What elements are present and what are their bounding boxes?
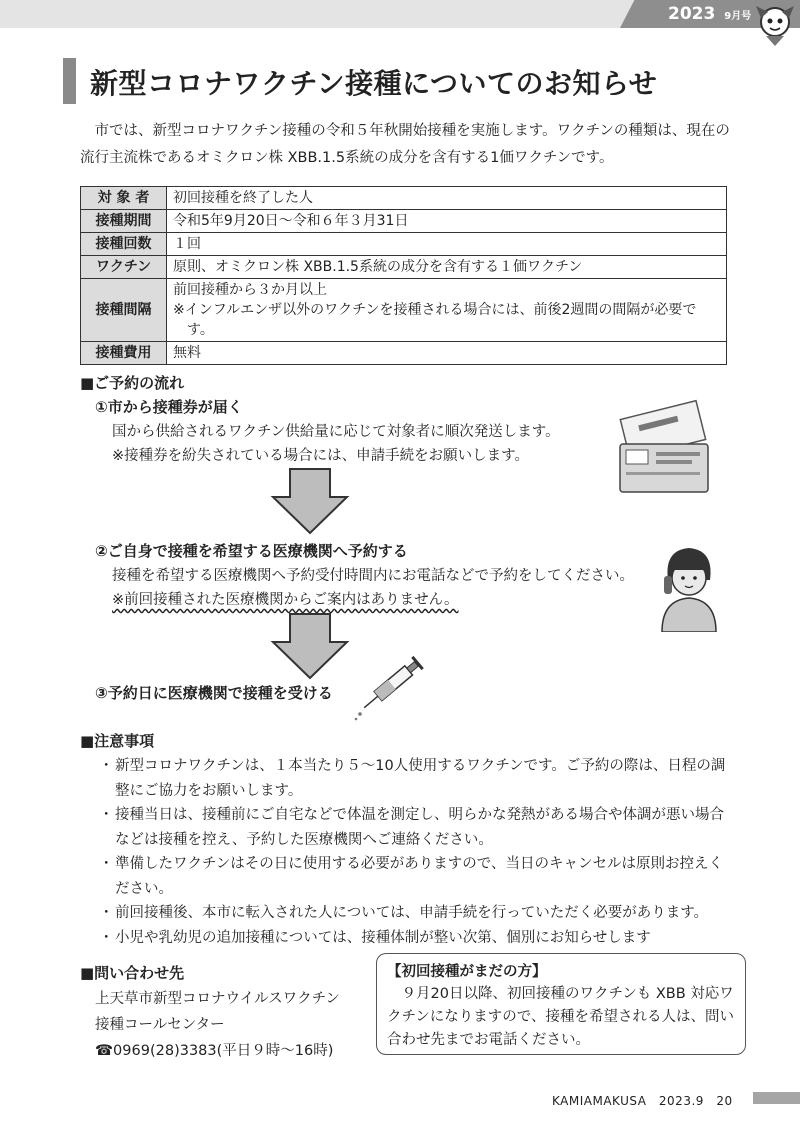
contact-center: 接種コールセンター — [95, 1017, 225, 1033]
page-title: 新型コロナワクチン接種についてのお知らせ — [90, 67, 658, 100]
interval-line: 前回接種から３か月以上 — [173, 282, 327, 298]
list-item — [95, 901, 735, 926]
callout-title: 【初回接種がまだの方】 — [387, 964, 547, 980]
issue-month: 9 — [724, 11, 732, 22]
note-text: 接種当日は、接種前にご自宅などで体温を測定し、明らかな発熱がある場合や体調が悪い場合などは接種を控え、予約した医療機関へご連絡ください。 — [115, 807, 724, 848]
table-row — [81, 342, 727, 365]
page-footer: KAMIAMAKUSA 2023.9 20 — [552, 1094, 733, 1108]
mascot-icon — [752, 2, 798, 48]
note-text: 小児や乳幼児の追加接種については、接種体制が整い次第、個別にお知らせします — [115, 929, 651, 946]
step2-title: ②ご自身で接種を希望する医療機関へ予約する — [95, 542, 408, 560]
bullet: ・ — [99, 758, 114, 774]
contact-heading: ■問い合わせ先 — [80, 964, 185, 982]
note-text: 準備したワクチンはその日に使用する必要がありますので、当日のキャンセルは原則お控えください。 — [115, 856, 723, 897]
issue-label — [668, 4, 751, 24]
step3-title: ③予約日に医療機関で接種を受ける — [95, 684, 333, 702]
row-value — [167, 279, 727, 342]
interval-note: ※インフルエンザ以外のワクチンを接種される場合には、前後2週間の間隔が必要です。 — [173, 302, 697, 338]
row-header: 接種費用 — [81, 342, 167, 365]
row-header: 対 象 者 — [81, 187, 167, 210]
contact-phone: ☎0969(28)3383(平日９時～16時) — [95, 1043, 334, 1059]
bullet: ・ — [99, 807, 114, 823]
step1-title: ①市から接種券が届く — [95, 398, 243, 416]
row-value: 原則、オミクロン株 XBB.1.5系統の成分を含有する１価ワクチン — [167, 256, 727, 279]
notes-heading: ■注意事項 — [80, 732, 155, 750]
down-arrow-icon — [270, 467, 350, 535]
list-item — [95, 926, 735, 951]
issue-year: 2023 — [668, 4, 716, 24]
step1-line1: 国から供給されるワクチン供給量に応じて対象者に順次発送します。 — [112, 424, 560, 440]
row-value: 無料 — [167, 342, 727, 365]
step2-line2: ※前回接種された医療機関からご案内はありません。 — [112, 592, 459, 608]
title-accent-bar — [63, 58, 76, 104]
envelope-icon — [612, 398, 712, 498]
note-text: 新型コロナワクチンは、１本当たり５～10人使用するワクチンです。ご予約の際は、日程の調整にご協力をお願いします。 — [115, 758, 726, 799]
intro-paragraph: 市では、新型コロナワクチン接種の令和５年秋開始接種を実施します。ワクチンの種類は、現在の流行主流株であるオミクロン株 XBB.1.5系統の成分を含有する1価ワクチンです。 — [80, 123, 730, 166]
first-dose-callout — [376, 953, 746, 1055]
note-text: 前回接種後、本市に転入された人については、申請手続を行っていただく必要があります。 — [115, 905, 709, 921]
row-value: １回 — [167, 233, 727, 256]
row-header: ワクチン — [81, 256, 167, 279]
table-row — [81, 187, 727, 210]
list-item — [95, 803, 735, 852]
list-item — [95, 852, 735, 901]
down-arrow-icon-2 — [270, 612, 350, 680]
bullet: ・ — [99, 905, 114, 921]
issue-month-suffix: 月号 — [731, 11, 752, 22]
person-on-phone-icon — [656, 540, 722, 632]
table-row — [81, 256, 727, 279]
list-item — [95, 754, 735, 803]
row-header: 接種間隔 — [81, 279, 167, 342]
row-header: 接種回数 — [81, 233, 167, 256]
callout-body: ９月20日以降、初回接種のワクチンも XBB 対応ワクチンになりますので、接種を希望される人は、問い合わせ先までお電話ください。 — [387, 986, 734, 1048]
contact-block — [95, 986, 340, 1064]
vaccination-info-table — [80, 186, 727, 365]
row-value: 初回接種を終了した人 — [167, 187, 727, 210]
table-row — [81, 210, 727, 233]
flow-heading: ■ご予約の流れ — [80, 374, 185, 392]
step2-line1: 接種を希望する医療機関へ予約受付時間内にお電話などで予約をしてください。 — [112, 568, 634, 584]
row-value: 令和5年9月20日～令和６年３月31日 — [167, 210, 727, 233]
step1-line2: ※接種券を紛失されている場合には、申請手続をお願いします。 — [112, 448, 529, 464]
bullet: ・ — [99, 856, 114, 872]
contact-org: 上天草市新型コロナウイルスワクチン — [95, 991, 340, 1007]
bullet: ・ — [99, 929, 114, 946]
syringe-icon — [352, 644, 436, 724]
row-header: 接種期間 — [81, 210, 167, 233]
footer-bar — [753, 1092, 800, 1104]
notes-list — [95, 754, 735, 950]
table-row — [81, 279, 727, 342]
table-row — [81, 233, 727, 256]
